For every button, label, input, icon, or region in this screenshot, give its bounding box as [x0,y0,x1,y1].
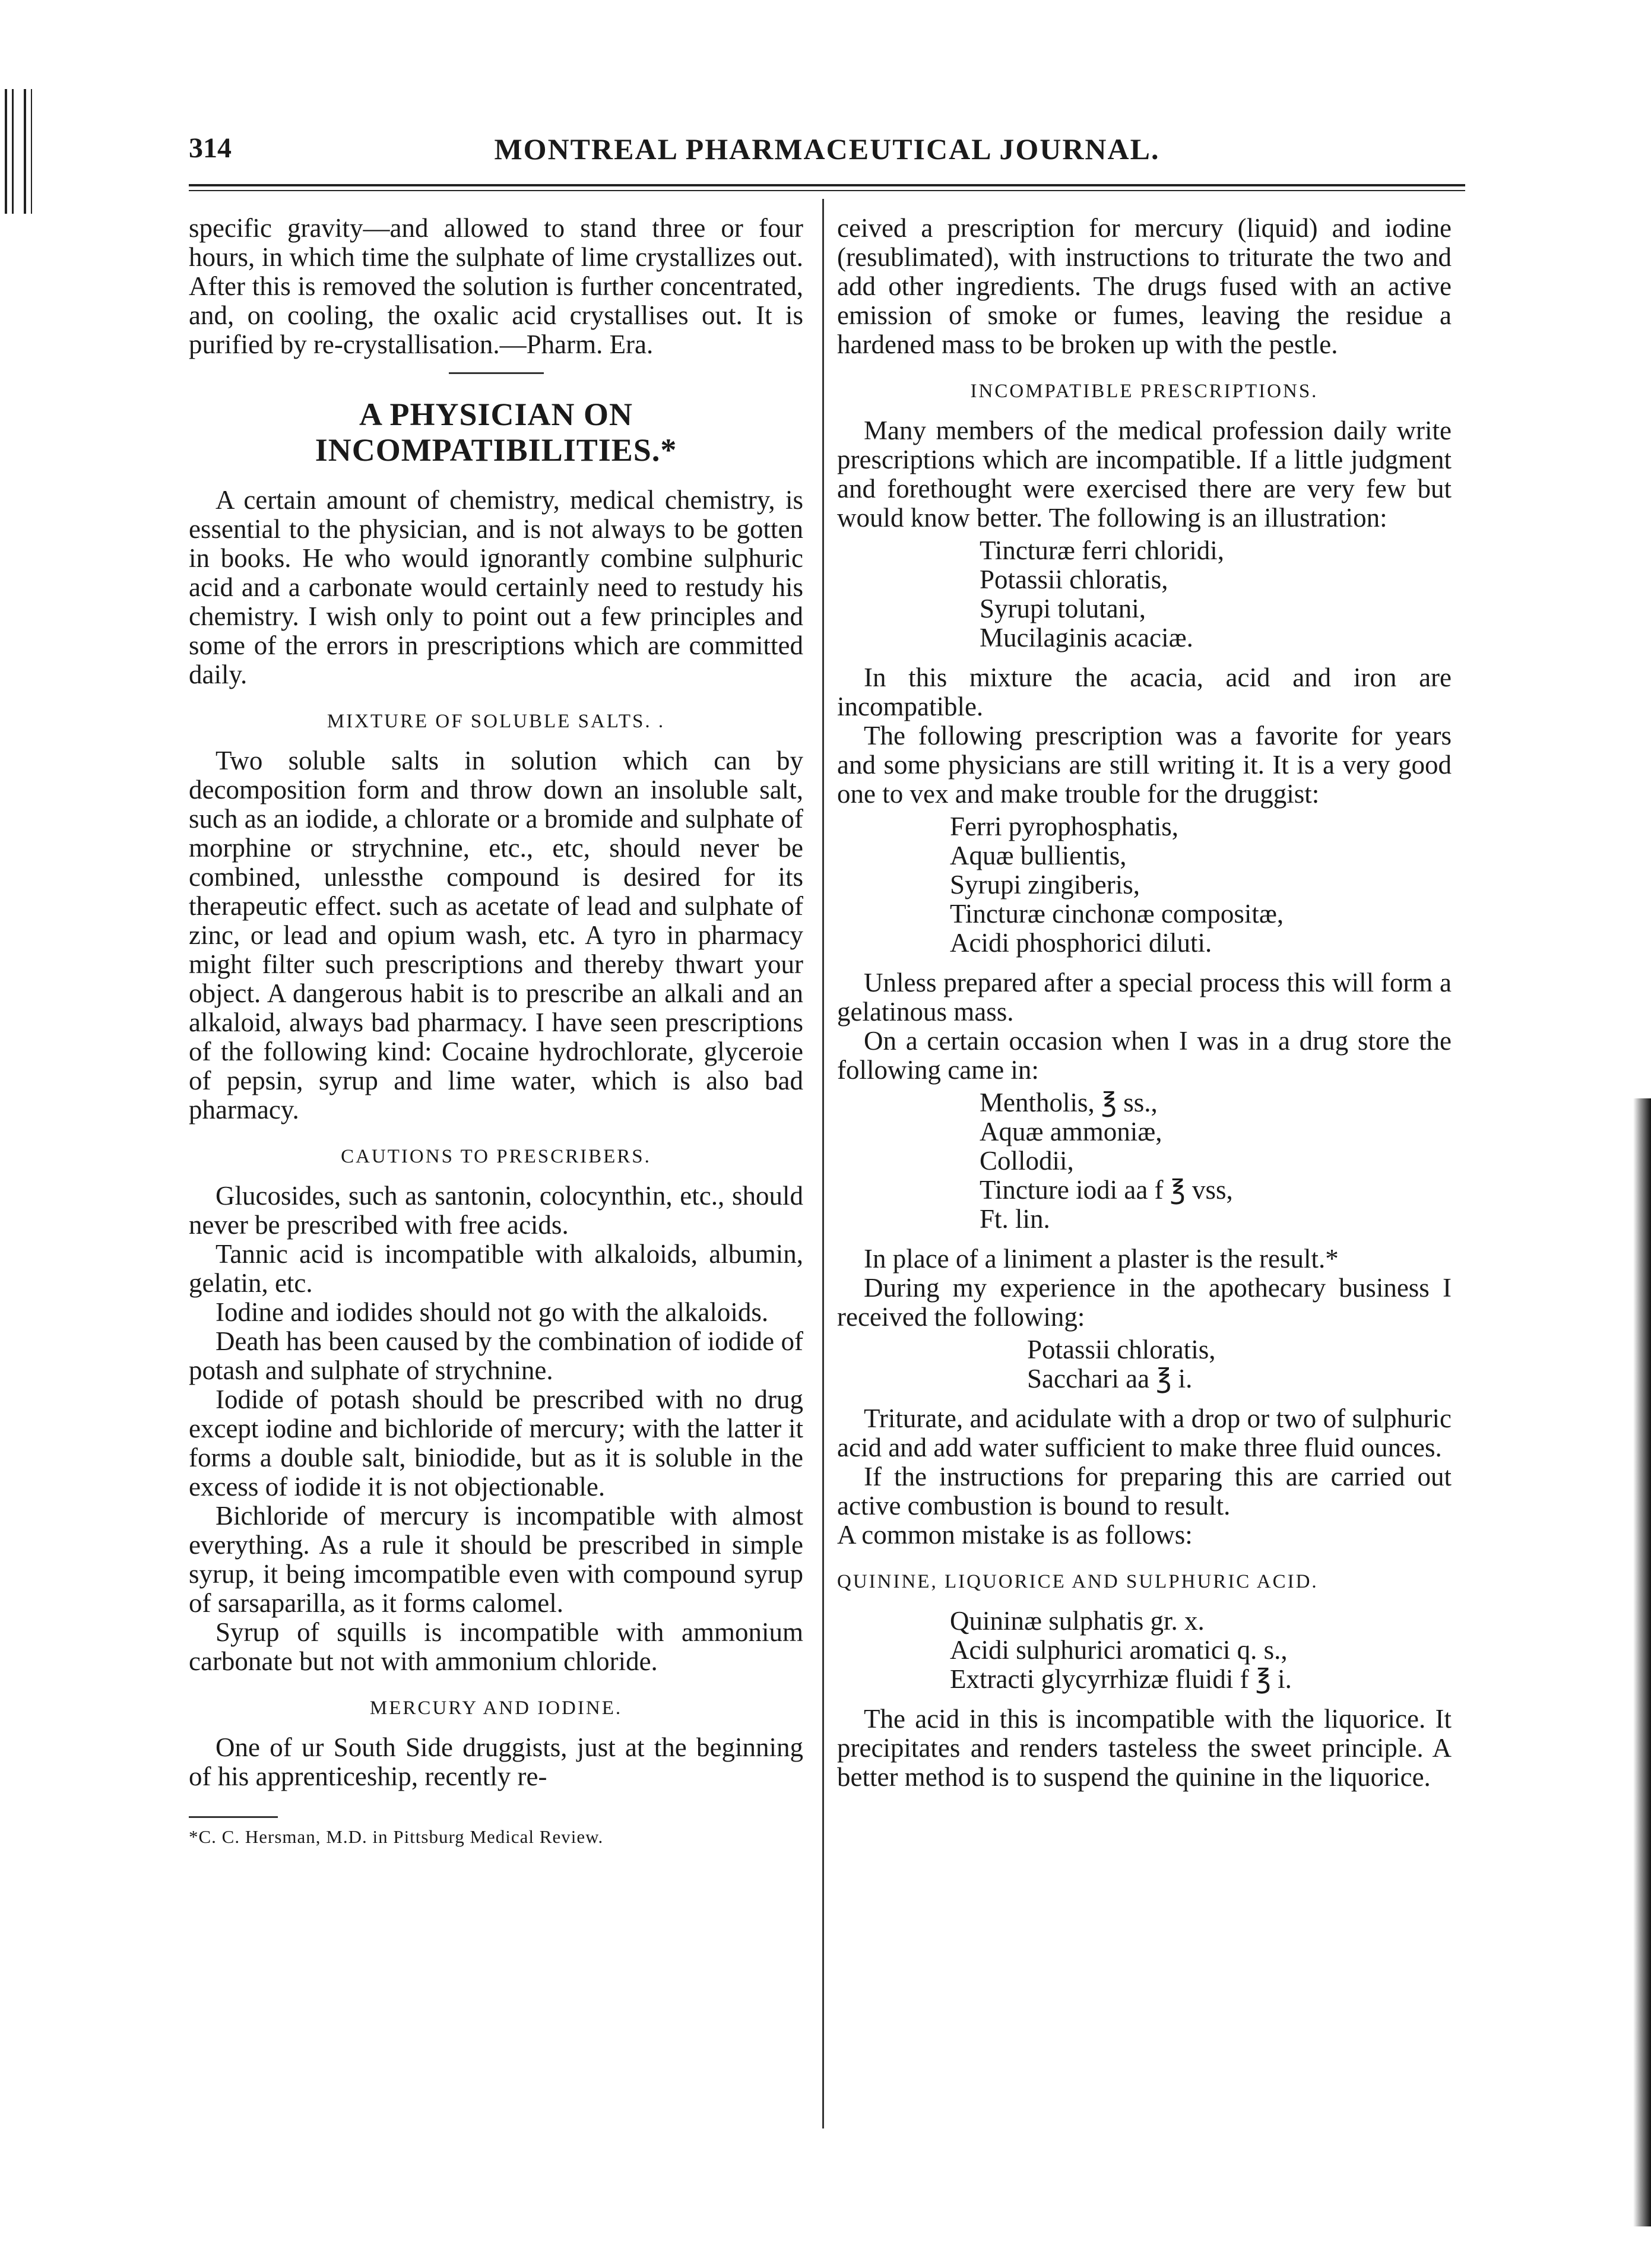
section-divider [449,372,544,374]
prescription-line: Ferri pyrophosphatis, [950,812,1178,841]
paragraph: Death has been caused by the combination of iodide of potash and sulphate of strychnine. [189,1326,803,1385]
prescription-list [837,1335,1452,1393]
column-separator [822,199,824,2128]
paragraph: In place of a liniment a plaster is the result.* [864,1244,1339,1274]
paragraph: Bichloride of mercury is incompatible with almost everything. As a rule it should be prescribed in simple syrup, it being imcompatible even with compound syrup of sarsaparilla, as it forms calomel. [189,1501,803,1618]
prescription-line: Quininæ sulphatis gr. x. [950,1606,1205,1636]
paragraph: ceived a prescription for mercury (liquid) and iodine (resublimated), with instructions to triturate the two and add other ingredients. The drugs fused with an active emission of smoke or fumes, leaving the residue a hardened mass to be broken up with the pestle. [837,213,1452,359]
paragraph: In this mixture the acacia, acid and iron are incompatible. [837,663,1452,721]
subheading: MERCURY AND IODINE. [369,1697,623,1719]
paragraph: Iodide of potash should be prescribed with no drug except iodine and bichloride of mercury; with the latter it forms a double salt, biniodide, but as it is soluble in the excess of iodide it is not objectionable. [189,1385,803,1502]
prescription-line: Syrupi zingiberis, [950,870,1140,899]
binding-marks [0,89,36,214]
prescription-line: Ft. lin. [980,1204,1050,1234]
prescription-list [837,1607,1452,1694]
paragraph: The acid in this is incompatible with the liquorice. It precipitates and renders tasteless the sweet principle. A better method is to suspend the quinine in the liquorice. [837,1704,1452,1792]
prescription-list [837,812,1452,958]
prescription-line: Mentholis, ℥ ss., [980,1088,1158,1117]
prescription-line: Potassii chloratis, [980,565,1168,594]
prescription-list [837,1088,1452,1234]
prescription-line: Aquæ bullientis, [950,841,1127,870]
page-header [189,132,1465,179]
header-rule-thin [189,190,1465,191]
left-column [189,214,803,1849]
paragraph: One of ur South Side druggists, just at the beginning of his apprenticeship, recently re- [189,1732,803,1791]
paragraph: Unless prepared after a special process this will form a gelatinous mass. [837,968,1452,1027]
prescription-line: Extracti glycyrrhizæ fluidi f ℥ i. [950,1664,1292,1694]
paragraph: A common mistake is as follows: [837,1520,1193,1550]
prescription-line: Tincturæ cinchonæ compositæ, [950,899,1284,929]
article-title: A PHYSICIAN ON INCOMPATIBILITIES.* [315,397,677,468]
paragraph: Tannic acid is incompatible with alkaloids, albumin, gelatin, etc. [189,1239,803,1298]
prescription-line: Acidi phosphorici diluti. [950,928,1212,958]
paragraph: During my experience in the apothecary business I received the following: [837,1273,1452,1332]
paragraph: Syrup of squills is incompatible with ammonium carbonate but not with ammonium chloride. [189,1617,803,1676]
prescription-list [837,536,1452,652]
subheading: QUININE, LIQUORICE AND SULPHURIC ACID. [837,1571,1319,1592]
footnote-rule [189,1816,278,1818]
paragraph: A certain amount of chemistry, medical chemistry, is essential to the physician, and is not always to be gotten in books. He who would ignorantly combine sulphuric acid and a carbonate would certainly need to restudy his chemistry. I wish only to point out a few principles and some of the errors in prescriptions which are committed daily. [189,485,803,689]
subheading: INCOMPATIBLE PRESCRIPTIONS. [970,381,1319,402]
paragraph: On a certain occasion when I was in a drug store the following came in: [837,1026,1452,1085]
paragraph: Two soluble salts in solution which can by decomposition form and throw down an insoluble salt, such as an iodide, a chlorate or a bromide and sulphate of morphine or strychnine, etc., etc, should never be combined, unlessthe compound is desired for its therapeutic effect. such as acetate of lead and sulphate of zinc, or lead and opium wash, etc. A tyro in pharmacy might filter such prescriptions and thereby thwart your object. A dangerous habit is to prescribe an alkali and an alkaloid, always bad pharmacy. I have seen prescriptions of the following kind: Cocaine hydrochlorate, glyceroie of pepsin, syrup and lime water, which is also bad pharmacy. [189,746,803,1125]
header-rule [189,184,1465,186]
paragraph: Many members of the medical profession daily write prescriptions which are incompatible. If a little judgment and forethought were exercised there are very few but would know better. The following is an illustration: [837,416,1452,533]
running-title: MONTREAL PHARMACEUTICAL JOURNAL. [494,132,1160,166]
right-column [837,214,1452,1792]
paragraph: The following prescription was a favorite for years and some physicians are still writing it. It is a very good one to vex and make trouble for the druggist: [837,721,1452,809]
subheading: CAUTIONS TO PRESCRIBERS. [341,1146,651,1167]
subheading: MIXTURE OF SOLUBLE SALTS. . [327,711,666,732]
prescription-line: Potassii chloratis, [1027,1335,1216,1364]
paragraph: specific gravity—and allowed to stand three or four hours, in which time the sulphate of lime crystallizes out. After this is removed the solution is further concentrated, and, on cooling, the oxalic acid crystallises out. It is purified by re-crystallisation.—Pharm. Era. [189,213,803,359]
paragraph: Iodine and iodides should not go with the alkaloids. [216,1297,769,1327]
prescription-line: Sacchari aa ℥ i. [1027,1364,1193,1393]
prescription-line: Tincture iodi aa f ℥ vss, [980,1175,1233,1205]
prescription-line: Acidi sulphurici aromatici q. s., [950,1635,1288,1665]
prescription-line: Aquæ ammoniæ, [980,1117,1162,1146]
footnote: *C. C. Hersman, M.D. in Pittsburg Medical Review. [189,1826,604,1847]
paragraph: If the instructions for preparing this are carried out active combustion is bound to result. [837,1462,1452,1521]
prescription-line: Tincturæ ferri chloridi, [980,536,1225,565]
prescription-line: Collodii, [980,1146,1074,1176]
paragraph: Glucosides, such as santonin, colocynthin, etc., should never be prescribed with free acids. [189,1181,803,1240]
page-edge-shadow [1633,1098,1651,2226]
prescription-line: Mucilaginis acaciæ. [980,623,1193,652]
paragraph: Triturate, and acidulate with a drop or two of sulphuric acid and add water sufficient to make three fluid ounces. [837,1404,1452,1462]
prescription-line: Syrupi tolutani, [980,594,1146,623]
page-number: 314 [189,132,232,164]
